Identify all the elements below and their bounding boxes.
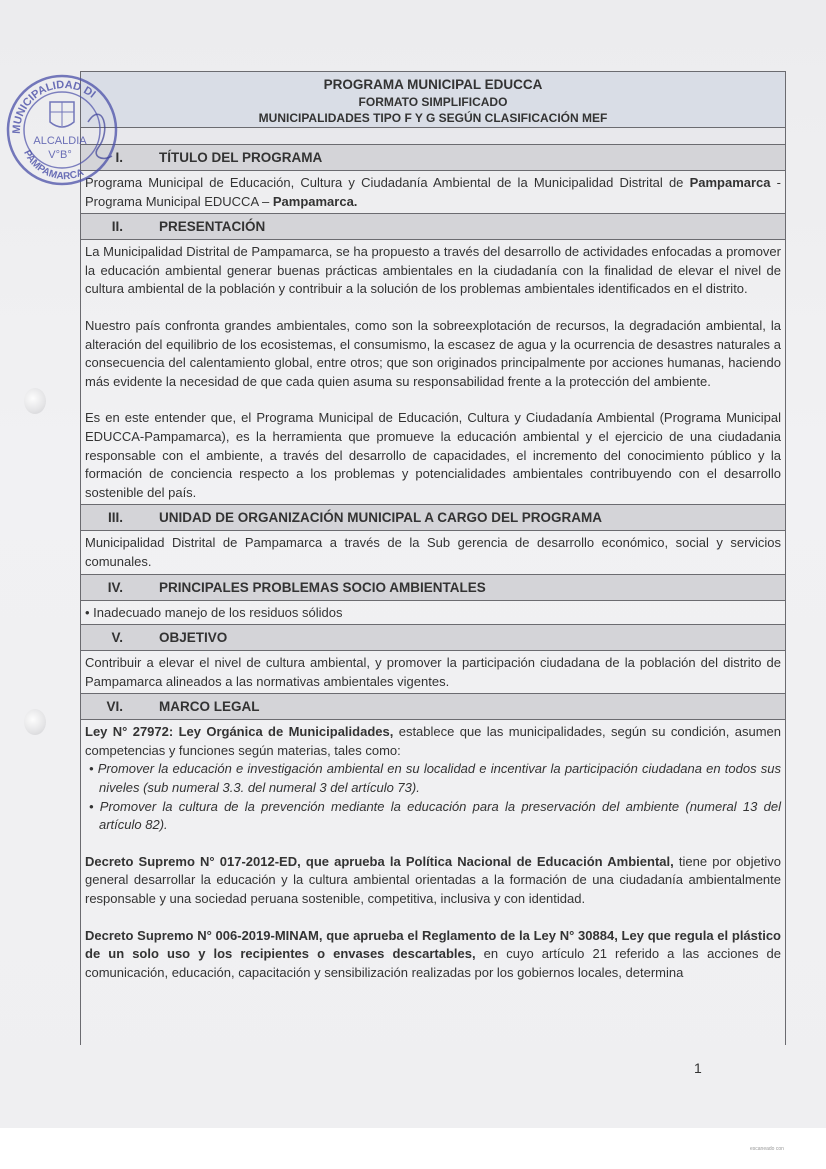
section-number: I. bbox=[115, 150, 123, 165]
document-frame bbox=[80, 71, 786, 1045]
page-number: 1 bbox=[694, 1060, 702, 1076]
scanner-footer-text: escaneado con bbox=[750, 1146, 784, 1152]
section-body-3 bbox=[81, 531, 785, 574]
law-title: Ley N° 27972: Ley Orgánica de Municipalidades, bbox=[85, 724, 394, 740]
hole-punch-bottom bbox=[24, 709, 46, 735]
paragraph: Nuestro país confronta grandes ambientales, como son la sobreexplotación de recursos, la degradación ambiental, la alteración del equilibrio de los ecosistemas, el consumismo, la escasez de agua y la ocurrencia de desastres naturales a consecuencia del calentamiento global, entre otros; que son originados principalmente por acciones humanas, haciendo más evidente la necesidad de que cada quien asuma su responsabilidad frente a la protección del ambiente. bbox=[85, 317, 781, 389]
section-title: OBJETIVO bbox=[159, 630, 228, 646]
program-title-text: Programa Municipal de Educación, Cultura y Ciudadanía Ambiental de la Municipalidad Distrital de bbox=[85, 175, 690, 190]
header-title: PROGRAMA MUNICIPAL EDUCCA bbox=[323, 77, 543, 92]
municipal-stamp bbox=[2, 70, 122, 188]
section-body-1 bbox=[81, 171, 785, 214]
stamp-bottom-text: PAMPAMARCA bbox=[21, 148, 86, 183]
list-item: • Promover la educación e investigación ambiental en su localidad e incentivar la participación ciudadana en todos sus niveles (sub numeral 3.3. del numeral 3 del artículo 73). bbox=[89, 761, 781, 796]
paragraph: Es en este entender que, el Programa Municipal de Educación, Cultura y Ciudadanía Ambiental (Programa Municipal EDUCCA-Pampamarca), es la herramienta que promueve la educación ambiental y el ejercicio de una ciudadania responsable con el ambiente, a través del desarrollo de capacidades, el incremento del conocimiento público y la formación de conciencia respecto a los problemas y potencialidades ambientales contribuyendo con el desarrollo sostenible del país. bbox=[85, 410, 781, 500]
section-body-5 bbox=[81, 651, 785, 694]
program-title-bold: Pampamarca bbox=[689, 175, 771, 190]
law-text: en cuyo artículo 21 referido a las acciones de comunicación, educación, capacitación y sensibilización realizadas por los gobiernos locales, determina bbox=[85, 946, 782, 980]
section-heading-1 bbox=[81, 145, 785, 171]
document-header bbox=[81, 72, 785, 128]
paragraph: Contribuir a elevar el nivel de cultura ambiental, y promover la participación ciudadana de la población del distrito de Pampamarca alineados a las normativas ambientales vigentes. bbox=[85, 655, 781, 689]
list-item: • Promover la cultura de la prevención mediante la educación para la preservación del ambiente (numeral 13 del artículo 82). bbox=[89, 798, 781, 833]
section-title: TÍTULO DEL PROGRAMA bbox=[159, 150, 323, 165]
section-title: PRINCIPALES PROBLEMAS SOCIO AMBIENTALES bbox=[159, 579, 486, 595]
header-subtitle: FORMATO SIMPLIFICADO bbox=[358, 95, 508, 109]
section-heading-4 bbox=[81, 575, 785, 601]
section-title: PRESENTACIÓN bbox=[159, 219, 266, 235]
section-body-2 bbox=[81, 240, 785, 505]
header-classification: MUNICIPALIDADES TIPO F Y G SEGÚN CLASIFICACIÓN MEF bbox=[258, 111, 608, 125]
law-title: Decreto Supremo N° 006-2019-MINAM, que aprueba el Reglamento de la Ley N° 30884, Ley que regula el plástico de un solo uso y los recipientes o envases descartables, bbox=[85, 927, 781, 962]
paragraph: Municipalidad Distrital de Pampamarca a través de la Sub gerencia de desarrollo económico, social y servicios comunales. bbox=[85, 535, 781, 569]
hole-punch-top bbox=[24, 388, 46, 414]
section-heading-2 bbox=[81, 214, 785, 240]
law-text: tiene por objetivo general desarrollar la educación y la cultura ambiental orientadas a la formación de una ciudadanía ambientalmente responsable y una sociedad peruana sostenible, competitiva, inclusiva y con identidad. bbox=[85, 853, 781, 907]
law-title: Decreto Supremo N° 017-2012-ED, que aprueba la Política Nacional de Educación Ambiental, bbox=[85, 853, 674, 869]
stamp-vobo-text: V°B° bbox=[48, 149, 72, 161]
coat-of-arms-icon bbox=[50, 102, 74, 127]
stamp-center-text: ALCALDIA bbox=[33, 135, 87, 147]
section-heading-3 bbox=[81, 505, 785, 531]
stamp-top-text: MUNICIPALIDAD DI bbox=[10, 78, 98, 135]
law-text: establece que las municipalidades, según su condición, asumen competencias y funciones según materias, tales como: bbox=[85, 724, 782, 758]
section-number: IV. bbox=[107, 579, 123, 595]
section-number: VI. bbox=[106, 699, 123, 715]
section-number: V. bbox=[111, 630, 123, 646]
list-item: • Inadecuado manejo de los residuos sólidos bbox=[85, 604, 343, 620]
header-spacer-row bbox=[81, 128, 785, 145]
section-number: III. bbox=[107, 510, 123, 526]
section-body-6 bbox=[81, 720, 785, 984]
section-title: MARCO LEGAL bbox=[159, 699, 260, 715]
program-title-text-2: - Programa Municipal EDUCCA – bbox=[85, 175, 781, 209]
program-title-bold-2: Pampamarca. bbox=[272, 193, 358, 209]
section-heading-6 bbox=[81, 694, 785, 720]
paragraph: La Municipalidad Distrital de Pampamarca, se ha propuesto a través del desarrollo de actividades enfocadas a promover la educación ambiental generar buenas prácticas ambientales en la ciudadanía con la finalidad de elevar el nivel de cultura ambiental de la población y contribuir a la solución de los problemas ambientales identificados en el distrito. bbox=[85, 244, 781, 297]
section-body-4 bbox=[81, 601, 785, 626]
section-number: II. bbox=[111, 219, 123, 235]
section-heading-5 bbox=[81, 625, 785, 651]
section-title: UNIDAD DE ORGANIZACIÓN MUNICIPAL A CARGO DEL PROGRAMA bbox=[159, 510, 603, 526]
